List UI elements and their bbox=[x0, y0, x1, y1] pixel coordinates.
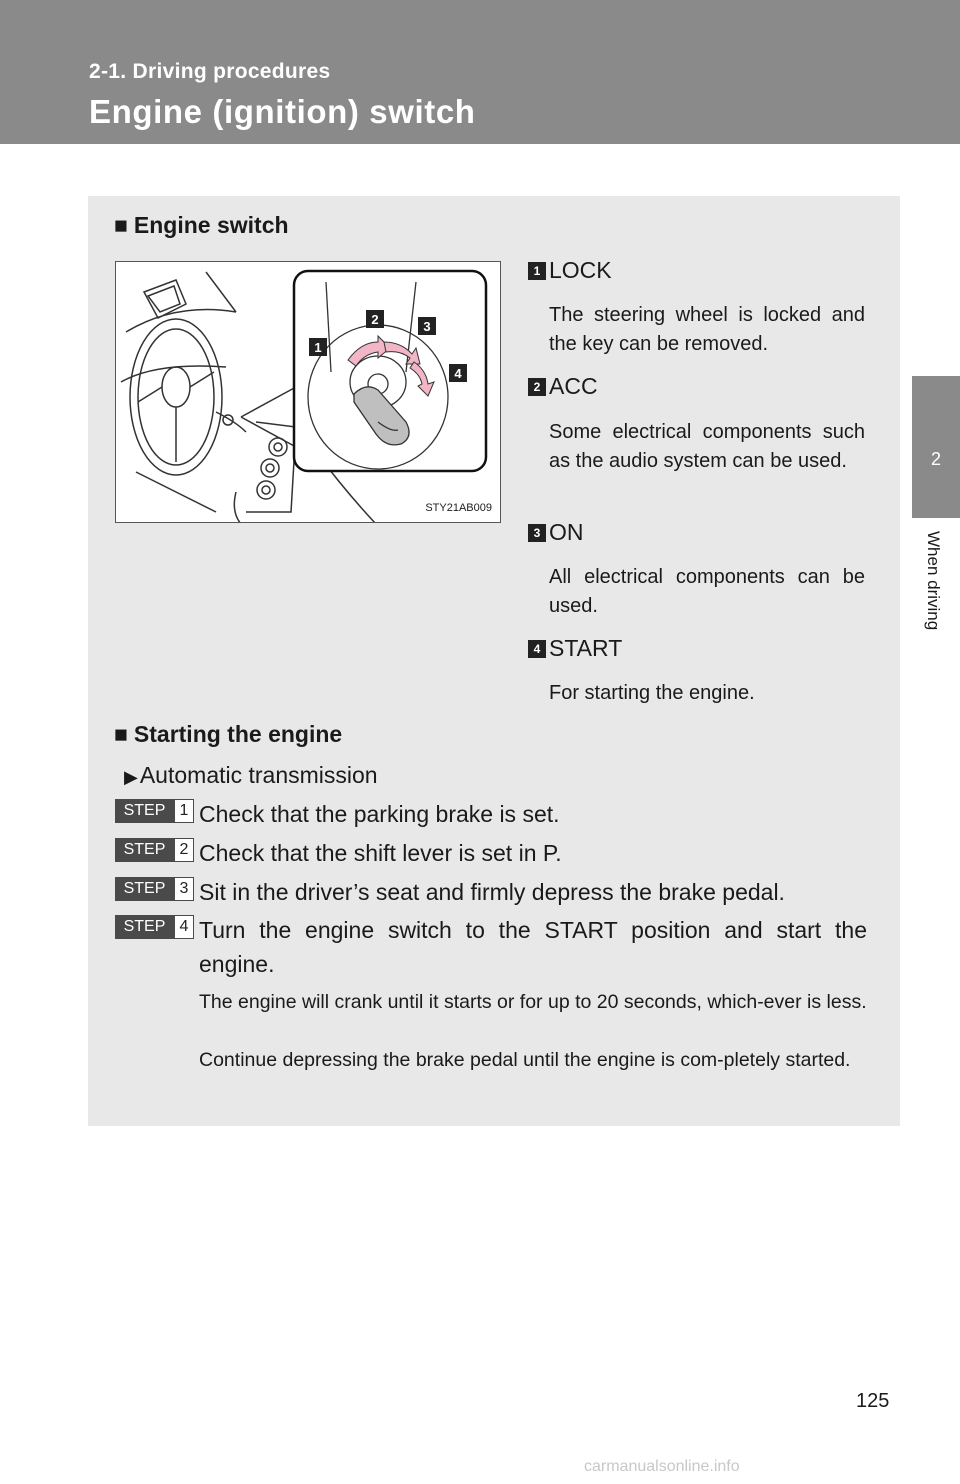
step-1 bbox=[115, 797, 867, 831]
position-on bbox=[528, 519, 868, 546]
step-text: Check that the shift lever is set in P. bbox=[199, 840, 562, 866]
transmission-subheading bbox=[124, 762, 378, 789]
step-word: STEP bbox=[115, 915, 174, 939]
position-label: ON bbox=[549, 519, 584, 545]
step-text: Turn the engine switch to the START position and start the engine. bbox=[199, 917, 867, 977]
starting-heading bbox=[114, 721, 342, 748]
step-number: 3 bbox=[174, 877, 194, 901]
step-badge bbox=[115, 799, 194, 823]
step-word: STEP bbox=[115, 838, 174, 862]
position-label: LOCK bbox=[549, 257, 612, 283]
step-number: 4 bbox=[174, 915, 194, 939]
position-acc bbox=[528, 373, 868, 400]
svg-text:4: 4 bbox=[454, 366, 462, 381]
number-badge-icon: 4 bbox=[528, 640, 546, 658]
square-bullet-icon: ■ bbox=[114, 721, 128, 747]
svg-text:1: 1 bbox=[314, 340, 322, 355]
transmission-label: Automatic transmission bbox=[139, 762, 378, 788]
step-number: 1 bbox=[174, 799, 194, 823]
position-description: The steering wheel is locked and the key can be removed. bbox=[549, 304, 865, 355]
brake-note: Continue depressing the brake pedal until the engine is com-pletely started. bbox=[199, 1049, 851, 1071]
ignition-illustration bbox=[115, 261, 501, 523]
step-text: Check that the parking brake is set. bbox=[199, 801, 560, 827]
position-description: For starting the engine. bbox=[549, 682, 755, 704]
square-bullet-icon: ■ bbox=[114, 212, 128, 238]
dashboard-drawing bbox=[116, 262, 501, 523]
number-badge-icon: 3 bbox=[528, 524, 546, 542]
page-header bbox=[0, 0, 960, 144]
svg-text:3: 3 bbox=[423, 319, 431, 334]
step-word: STEP bbox=[115, 877, 174, 901]
figure-code: STY21AB009 bbox=[425, 502, 492, 514]
section-label: 2-1. Driving procedures bbox=[89, 60, 331, 83]
starting-heading-text: Starting the engine bbox=[133, 721, 343, 747]
step-3 bbox=[115, 875, 867, 909]
engine-switch-heading bbox=[114, 212, 289, 239]
arrow-right-icon: ▶ bbox=[124, 767, 138, 787]
step-badge bbox=[115, 838, 194, 862]
position-start bbox=[528, 635, 868, 662]
page-number: 125 bbox=[856, 1390, 890, 1412]
step-text: Sit in the driver’s seat and firmly depress the brake pedal. bbox=[199, 879, 785, 905]
number-badge-icon: 2 bbox=[528, 378, 546, 396]
chapter-tab: 2 bbox=[912, 376, 960, 518]
page-title: Engine (ignition) switch bbox=[89, 93, 476, 130]
step-2 bbox=[115, 836, 867, 870]
step-word: STEP bbox=[115, 799, 174, 823]
watermark: carmanualsonline.info bbox=[584, 1458, 740, 1475]
step-number: 2 bbox=[174, 838, 194, 862]
svg-text:2: 2 bbox=[371, 312, 379, 327]
chapter-title: When driving bbox=[924, 531, 943, 631]
crank-note: The engine will crank until it starts or for up to 20 seconds, which-ever is less. bbox=[199, 991, 867, 1013]
position-description: All electrical components can be used. bbox=[549, 566, 865, 617]
position-lock bbox=[528, 257, 868, 284]
position-description: Some electrical components such as the audio system can be used. bbox=[549, 421, 865, 472]
position-label: START bbox=[549, 635, 623, 661]
step-badge bbox=[115, 877, 194, 901]
step-4 bbox=[115, 913, 867, 981]
number-badge-icon: 1 bbox=[528, 262, 546, 280]
engine-switch-heading-text: Engine switch bbox=[133, 212, 289, 238]
step-badge bbox=[115, 915, 194, 939]
position-label: ACC bbox=[549, 373, 598, 399]
